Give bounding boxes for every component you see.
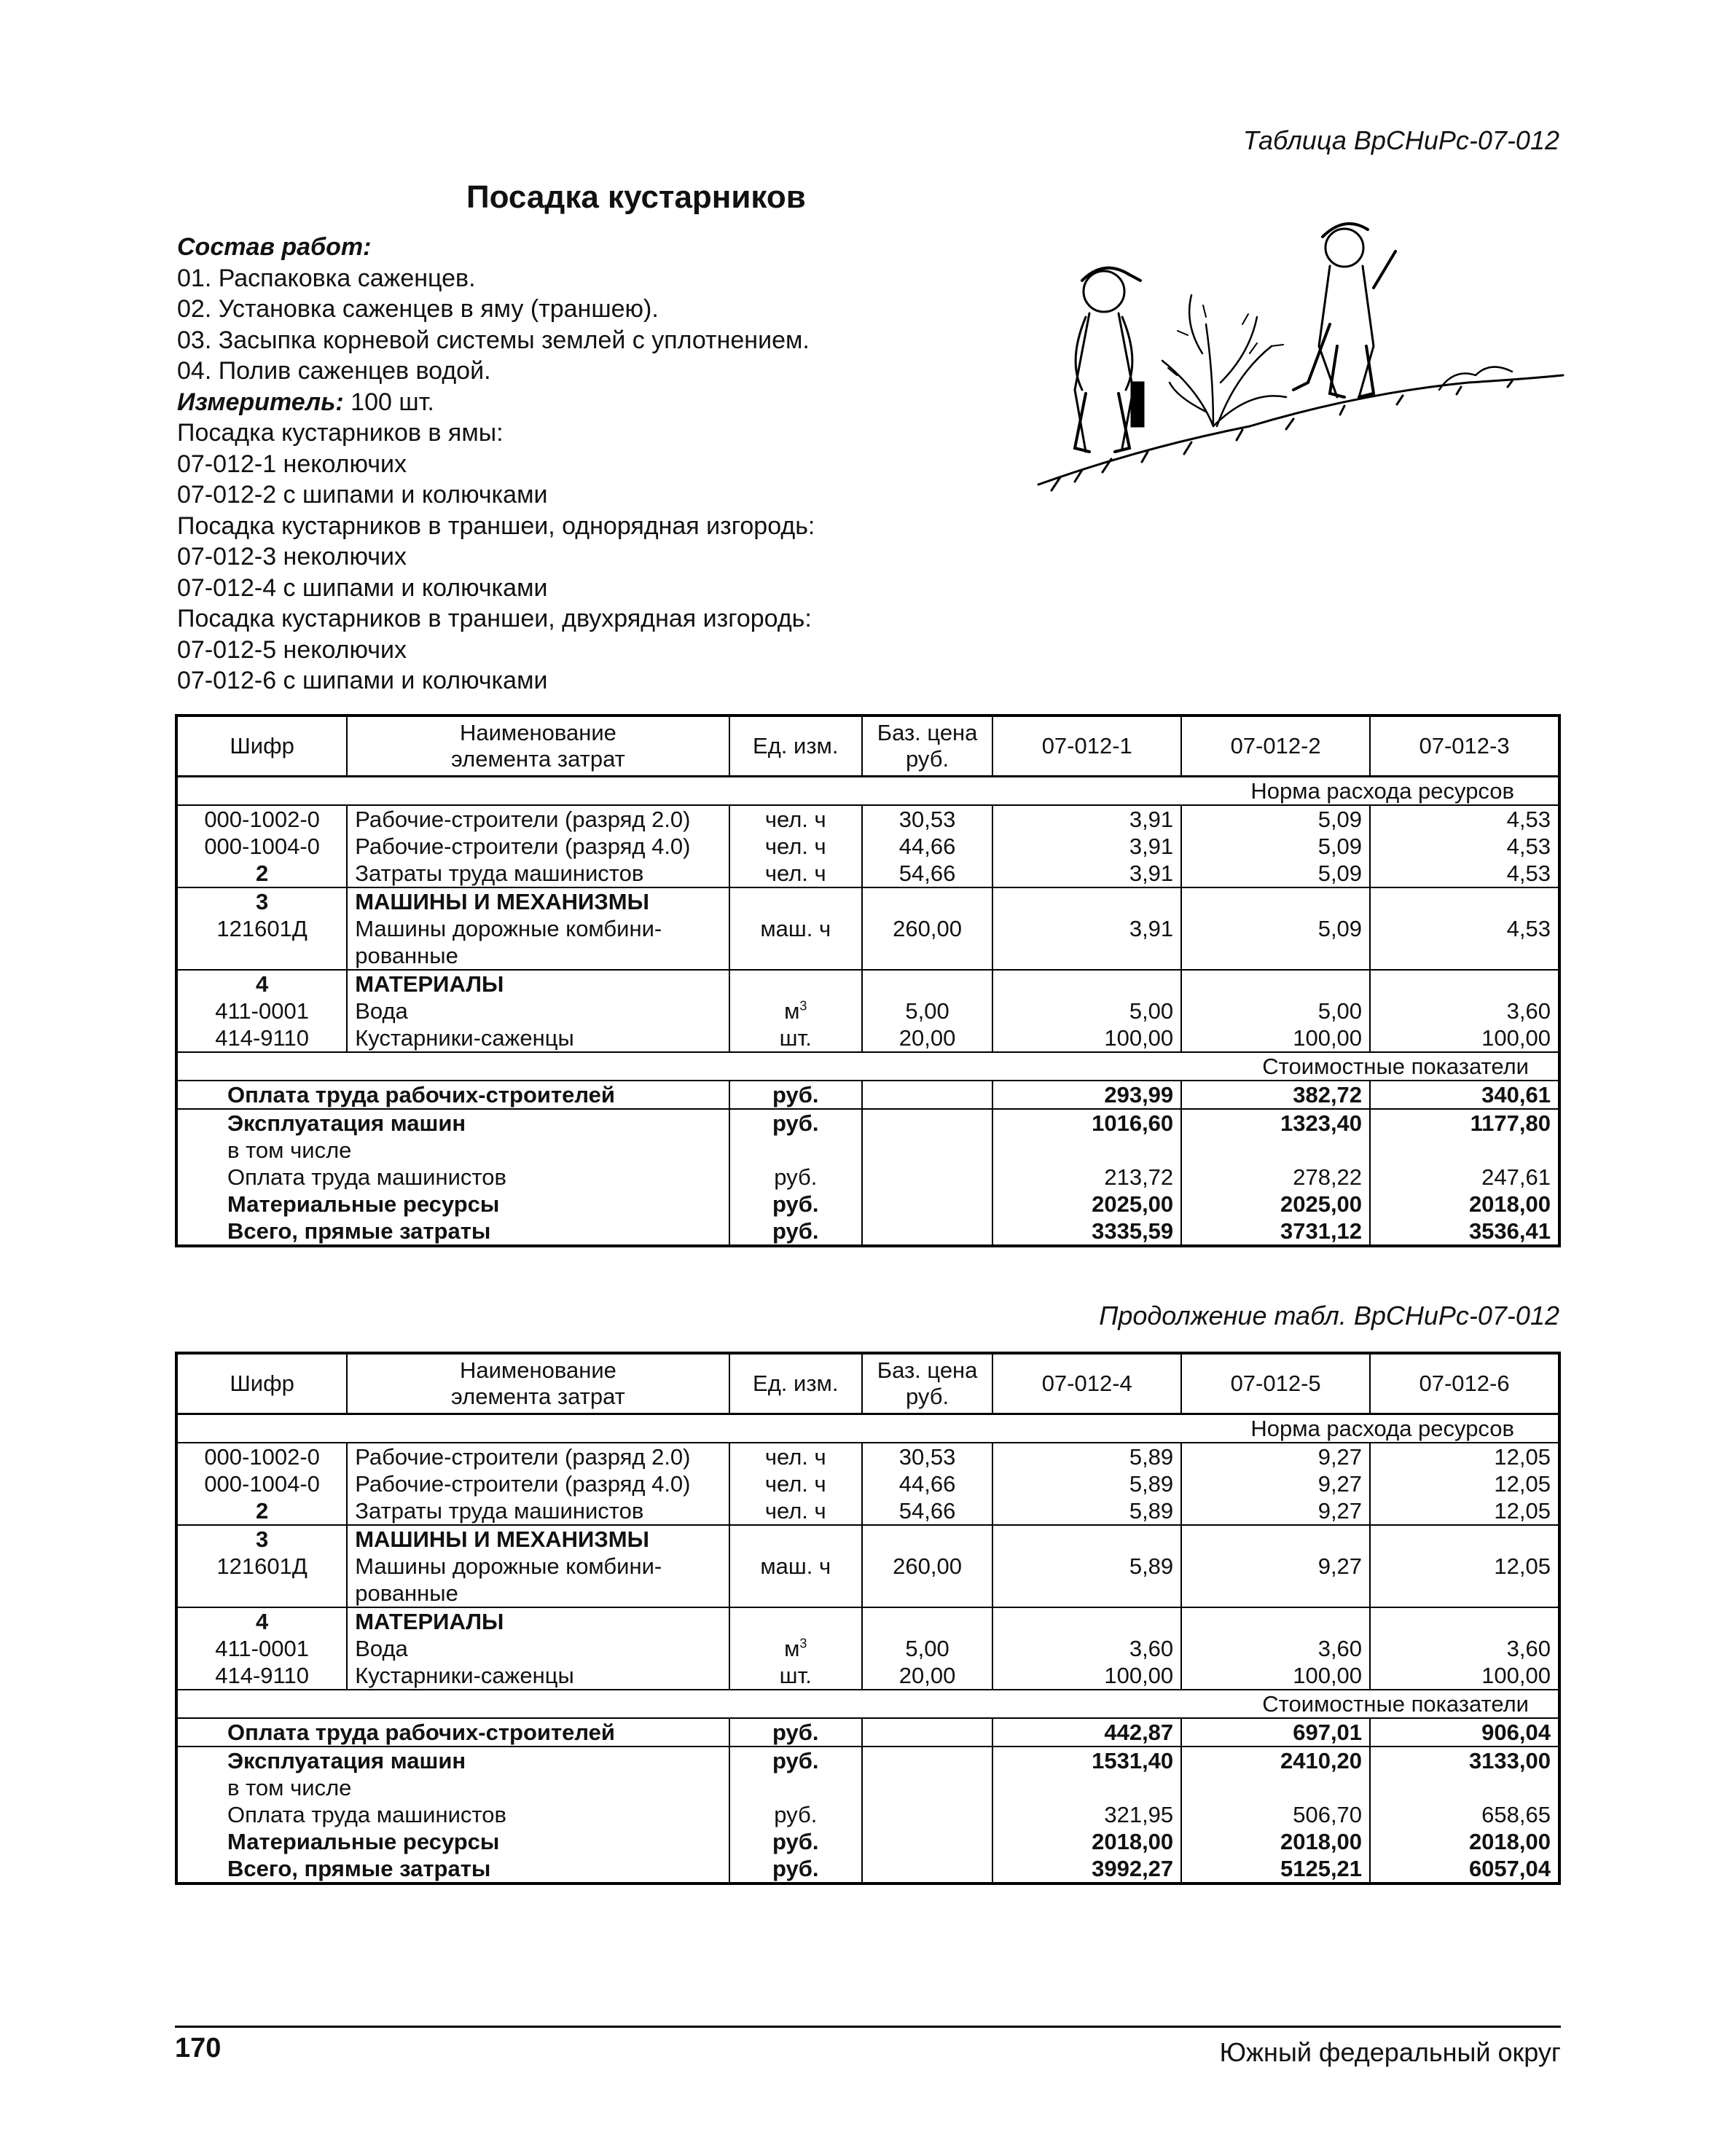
footer-divider bbox=[175, 2026, 1561, 2028]
empty-cell bbox=[992, 1774, 1181, 1801]
continuation-reference: Продолжение табл. ВрСНиРс-07-012 bbox=[1099, 1301, 1559, 1330]
work-description bbox=[177, 232, 1052, 697]
row-value: 5,89 bbox=[992, 1497, 1181, 1525]
intro-line: Посадка кустарников в ямы: bbox=[177, 419, 504, 447]
empty-cell bbox=[862, 1747, 992, 1774]
header-price-line: Баз. цена bbox=[877, 720, 978, 745]
row-price: 20,00 bbox=[862, 1662, 992, 1690]
cost-unit: руб. bbox=[729, 1109, 862, 1137]
header-price bbox=[862, 1353, 992, 1414]
row-price: 44,66 bbox=[862, 833, 992, 860]
intro-line: 07-012-6 с шипами и колючками bbox=[177, 667, 548, 694]
empty-cell bbox=[992, 1137, 1181, 1164]
empty-cell bbox=[1181, 1774, 1370, 1801]
header-unit: Ед. изм. bbox=[729, 1353, 862, 1414]
row-unit: шт. bbox=[729, 1662, 862, 1690]
header-price-line: Баз. цена bbox=[877, 1357, 978, 1383]
row-value: 3,91 bbox=[992, 860, 1181, 887]
row-value: 3,60 bbox=[1506, 1636, 1551, 1661]
header-price-line: руб. bbox=[906, 1384, 949, 1409]
cost-name: Материальные ресурсы bbox=[176, 1828, 729, 1855]
empty-cell bbox=[862, 1828, 992, 1855]
row-value: 5,89 bbox=[992, 1470, 1181, 1497]
cost-value: 2410,20 bbox=[1181, 1747, 1370, 1774]
row-name: Машины дорожные комбини- bbox=[355, 916, 662, 941]
section-cost: Стоимостные показатели bbox=[176, 1690, 1559, 1718]
header-name-line: элемента затрат bbox=[451, 1384, 625, 1409]
cost-value: 2025,00 bbox=[1181, 1191, 1370, 1218]
header-name-line: элемента затрат bbox=[451, 746, 625, 772]
row-value: 100,00 bbox=[992, 1662, 1181, 1690]
cost-unit: руб. bbox=[729, 1855, 862, 1883]
row-unit: чел. ч bbox=[729, 1470, 862, 1497]
empty-cell bbox=[1370, 1774, 1559, 1801]
cost-value: 213,72 bbox=[992, 1164, 1181, 1191]
row-value: 100,00 bbox=[1181, 1024, 1370, 1052]
row-code-group bbox=[176, 887, 347, 970]
group-code: 4 bbox=[176, 970, 347, 997]
meter-value: 100 шт. bbox=[343, 388, 434, 416]
row-value: 9,27 bbox=[1181, 1525, 1370, 1607]
empty-cell bbox=[862, 1718, 992, 1747]
row-value: 3,91 bbox=[992, 887, 1181, 970]
row-value: 4,53 bbox=[1370, 887, 1559, 970]
row-value: 5,89 bbox=[992, 1443, 1181, 1470]
row-value: 12,05 bbox=[1494, 1471, 1551, 1497]
empty-cell bbox=[1181, 1137, 1370, 1164]
row-name: Затраты труда машинистов bbox=[347, 1497, 729, 1525]
row-value: 5,09 bbox=[1181, 805, 1370, 833]
region-name: Южный федеральный округ bbox=[1219, 2037, 1561, 2067]
work-item: 04. Полив саженцев водой. bbox=[177, 357, 491, 385]
row-name: Вода bbox=[347, 1635, 729, 1662]
cost-value: 3992,27 bbox=[992, 1855, 1181, 1883]
row-unit: чел. ч bbox=[729, 1443, 862, 1470]
row-value: 3,60 bbox=[1181, 1635, 1370, 1662]
header-unit: Ед. изм. bbox=[729, 716, 862, 777]
cost-unit: руб. bbox=[729, 1191, 862, 1218]
row-price: 5,00 bbox=[862, 1635, 992, 1662]
row-unit: маш. ч bbox=[729, 1525, 862, 1607]
row-code: 121601Д bbox=[216, 1553, 308, 1579]
cost-unit: руб. bbox=[729, 1218, 862, 1246]
empty-cell bbox=[862, 1191, 992, 1218]
work-item: 02. Установка саженцев в яму (траншею). bbox=[177, 295, 659, 323]
cost-value: 697,01 bbox=[1181, 1718, 1370, 1747]
header-price-line: руб. bbox=[906, 746, 949, 772]
cost-note: в том числе bbox=[176, 1137, 729, 1164]
row-price: 260,00 bbox=[862, 1525, 992, 1607]
header-column: 07-012-4 bbox=[992, 1353, 1181, 1414]
meter-line bbox=[177, 387, 1052, 418]
row-price: 260,00 bbox=[862, 887, 992, 970]
header-price bbox=[862, 716, 992, 777]
row-price: 54,66 bbox=[862, 1497, 992, 1525]
row-name: рованные bbox=[355, 943, 458, 968]
group-title: МАТЕРИАЛЫ bbox=[347, 1607, 729, 1635]
row-code: 414-9110 bbox=[176, 1024, 347, 1052]
row-name: Рабочие-строители (разряд 2.0) bbox=[347, 805, 729, 833]
cost-value: 1531,40 bbox=[992, 1747, 1181, 1774]
row-name: Рабочие-строители (разряд 4.0) bbox=[347, 833, 729, 860]
work-item: 01. Распаковка саженцев. bbox=[177, 264, 476, 292]
cost-name: Эксплуатация машин bbox=[176, 1747, 729, 1774]
header-name-line: Наименование bbox=[459, 1357, 616, 1383]
row-name-group bbox=[347, 1525, 729, 1607]
cost-value: 442,87 bbox=[992, 1718, 1181, 1747]
group-code: 3 bbox=[255, 889, 269, 914]
cost-value: 906,04 bbox=[1370, 1718, 1559, 1747]
section-norm: Норма расхода ресурсов bbox=[176, 777, 1559, 806]
cost-value: 3731,12 bbox=[1181, 1218, 1370, 1246]
row-code: 121601Д bbox=[216, 916, 308, 941]
row-name: рованные bbox=[355, 1580, 458, 1606]
header-name-line: Наименование bbox=[459, 720, 616, 745]
header-column: 07-012-5 bbox=[1181, 1353, 1370, 1414]
cost-unit: руб. bbox=[729, 1718, 862, 1747]
row-unit: чел. ч bbox=[729, 1497, 862, 1525]
row-value: 3,91 bbox=[992, 833, 1181, 860]
empty-cell bbox=[1370, 1607, 1559, 1635]
row-value: 3,60 bbox=[1506, 998, 1551, 1024]
resource-table-2 bbox=[175, 1352, 1561, 1885]
cost-note: в том числе bbox=[176, 1774, 729, 1801]
cost-value: 3536,41 bbox=[1468, 1218, 1551, 1244]
row-value: 100,00 bbox=[1370, 1024, 1559, 1052]
cost-value: 2018,00 bbox=[1468, 1829, 1551, 1854]
row-unit: маш. ч bbox=[729, 887, 862, 970]
empty-cell bbox=[862, 1801, 992, 1828]
row-code: 411-0001 bbox=[176, 997, 347, 1024]
empty-cell bbox=[1370, 1137, 1559, 1164]
cost-name: Оплата труда рабочих-строителей bbox=[176, 1081, 729, 1109]
row-name: Кустарники-саженцы bbox=[347, 1662, 729, 1690]
cost-value: 1016,60 bbox=[992, 1109, 1181, 1137]
row-value: 5,00 bbox=[1181, 997, 1370, 1024]
row-name-group bbox=[347, 887, 729, 970]
section-norm: Норма расхода ресурсов bbox=[176, 1414, 1559, 1443]
row-code: 2 bbox=[176, 860, 347, 887]
empty-cell bbox=[862, 1109, 992, 1137]
cost-value: 293,99 bbox=[992, 1081, 1181, 1109]
group-code: 3 bbox=[255, 1526, 269, 1552]
row-name: Вода bbox=[347, 997, 729, 1024]
row-value: 9,27 bbox=[1181, 1497, 1370, 1525]
gardeners-illustration bbox=[1031, 208, 1567, 499]
cost-value: 247,61 bbox=[1481, 1164, 1551, 1190]
header-column: 07-012-3 bbox=[1370, 716, 1559, 777]
unit-exponent: 3 bbox=[799, 1636, 807, 1651]
row-price: 30,53 bbox=[862, 805, 992, 833]
cost-value: 658,65 bbox=[1481, 1802, 1551, 1827]
cost-unit: руб. bbox=[729, 1801, 862, 1828]
cost-unit: руб. bbox=[729, 1164, 862, 1191]
unit-exponent: 3 bbox=[799, 998, 807, 1014]
header-name bbox=[347, 716, 729, 777]
intro-line: Посадка кустарников в траншеи, однорядная изгородь: bbox=[177, 511, 815, 540]
empty-cell bbox=[862, 1855, 992, 1883]
row-code: 411-0001 bbox=[176, 1635, 347, 1662]
cost-value: 3133,00 bbox=[1468, 1748, 1551, 1773]
group-title: МАШИНЫ И МЕХАНИЗМЫ bbox=[355, 889, 649, 914]
cost-value: 2018,00 bbox=[992, 1828, 1181, 1855]
cost-value: 3335,59 bbox=[992, 1218, 1181, 1246]
row-value: 12,05 bbox=[1494, 1444, 1551, 1470]
row-name: Рабочие-строители (разряд 2.0) bbox=[347, 1443, 729, 1470]
row-value: 5,09 bbox=[1181, 887, 1370, 970]
work-composition-label: Состав работ: bbox=[177, 233, 372, 261]
row-value: 100,00 bbox=[1370, 1662, 1559, 1690]
cost-name: Оплата труда машинистов bbox=[176, 1164, 729, 1191]
row-code: 000-1004-0 bbox=[176, 1470, 347, 1497]
empty-cell bbox=[992, 1607, 1181, 1635]
header-code: Шифр bbox=[176, 716, 347, 777]
row-value: 4,53 bbox=[1506, 834, 1551, 859]
intro-line: 07-012-5 неколючих bbox=[177, 635, 407, 664]
intro-line: 07-012-3 неколючих bbox=[177, 543, 407, 571]
row-code: 000-1002-0 bbox=[176, 805, 347, 833]
row-name: Затраты труда машинистов bbox=[347, 860, 729, 887]
group-title: МАТЕРИАЛЫ bbox=[347, 970, 729, 997]
row-name: Рабочие-строители (разряд 4.0) bbox=[347, 1470, 729, 1497]
cost-name: Эксплуатация машин bbox=[176, 1109, 729, 1137]
cost-value: 278,22 bbox=[1181, 1164, 1370, 1191]
row-value: 3,91 bbox=[992, 805, 1181, 833]
unit-text: м bbox=[784, 998, 800, 1024]
cost-value: 1323,40 bbox=[1181, 1109, 1370, 1137]
row-value: 9,27 bbox=[1181, 1470, 1370, 1497]
empty-cell bbox=[862, 1137, 992, 1164]
group-title: МАШИНЫ И МЕХАНИЗМЫ bbox=[355, 1526, 649, 1552]
empty-cell bbox=[1181, 970, 1370, 997]
row-value: 5,89 bbox=[992, 1525, 1181, 1607]
row-value: 4,53 bbox=[1506, 807, 1551, 832]
row-value: 9,27 bbox=[1181, 1443, 1370, 1470]
group-code: 4 bbox=[176, 1607, 347, 1635]
empty-cell bbox=[729, 1607, 862, 1635]
row-code: 000-1004-0 bbox=[176, 833, 347, 860]
row-price: 44,66 bbox=[862, 1470, 992, 1497]
row-unit bbox=[729, 997, 862, 1024]
cost-unit: руб. bbox=[729, 1081, 862, 1109]
cost-value: 6057,04 bbox=[1468, 1856, 1551, 1881]
row-unit: чел. ч bbox=[729, 805, 862, 833]
row-name: Машины дорожные комбини- bbox=[355, 1553, 662, 1579]
cost-value: 2018,00 bbox=[1181, 1828, 1370, 1855]
row-price: 20,00 bbox=[862, 1024, 992, 1052]
empty-cell bbox=[862, 1081, 992, 1109]
unit-text: м bbox=[784, 1636, 800, 1661]
row-price: 5,00 bbox=[862, 997, 992, 1024]
intro-line: 07-012-2 с шипами и колючками bbox=[177, 481, 548, 509]
row-value: 4,53 bbox=[1370, 860, 1559, 887]
empty-cell bbox=[862, 970, 992, 997]
cost-name: Материальные ресурсы bbox=[176, 1191, 729, 1218]
row-unit: шт. bbox=[729, 1024, 862, 1052]
intro-line: 07-012-1 неколючих bbox=[177, 450, 407, 478]
header-column: 07-012-2 bbox=[1181, 716, 1370, 777]
row-code: 2 bbox=[176, 1497, 347, 1525]
cost-unit: руб. bbox=[729, 1747, 862, 1774]
empty-cell bbox=[862, 1774, 992, 1801]
row-price: 54,66 bbox=[862, 860, 992, 887]
row-code-group bbox=[176, 1525, 347, 1607]
row-unit: чел. ч bbox=[729, 860, 862, 887]
row-value: 100,00 bbox=[992, 1024, 1181, 1052]
cost-name: Всего, прямые затраты bbox=[176, 1855, 729, 1883]
header-column: 07-012-6 bbox=[1370, 1353, 1559, 1414]
row-unit bbox=[729, 1635, 862, 1662]
empty-cell bbox=[729, 1137, 862, 1164]
row-code: 414-9110 bbox=[176, 1662, 347, 1690]
table-reference: Таблица ВрСНиРс-07-012 bbox=[1242, 125, 1559, 155]
page-number: 170 bbox=[175, 2033, 222, 2063]
row-value: 100,00 bbox=[1181, 1662, 1370, 1690]
row-name: Кустарники-саженцы bbox=[347, 1024, 729, 1052]
row-value: 5,09 bbox=[1181, 833, 1370, 860]
cost-value: 2025,00 bbox=[992, 1191, 1181, 1218]
empty-cell bbox=[729, 1774, 862, 1801]
cost-value: 506,70 bbox=[1181, 1801, 1370, 1828]
empty-cell bbox=[1181, 1607, 1370, 1635]
row-price: 30,53 bbox=[862, 1443, 992, 1470]
intro-line: 07-012-4 с шипами и колючками bbox=[177, 573, 548, 602]
cost-name: Всего, прямые затраты bbox=[176, 1218, 729, 1246]
header-name bbox=[347, 1353, 729, 1414]
cost-value: 321,95 bbox=[992, 1801, 1181, 1828]
work-item: 03. Засыпка корневой системы землей с уплотнением. bbox=[177, 326, 810, 354]
header-column: 07-012-1 bbox=[992, 716, 1181, 777]
cost-name: Оплата труда рабочих-строителей bbox=[176, 1718, 729, 1747]
empty-cell bbox=[729, 970, 862, 997]
empty-cell bbox=[862, 1607, 992, 1635]
row-code: 000-1002-0 bbox=[176, 1443, 347, 1470]
page-title: Посадка кустарников bbox=[466, 179, 806, 215]
row-value: 5,09 bbox=[1181, 860, 1370, 887]
row-unit: чел. ч bbox=[729, 833, 862, 860]
header-code: Шифр bbox=[176, 1353, 347, 1414]
empty-cell bbox=[862, 1218, 992, 1246]
row-value: 12,05 bbox=[1370, 1497, 1559, 1525]
cost-value: 382,72 bbox=[1181, 1081, 1370, 1109]
empty-cell bbox=[862, 1164, 992, 1191]
row-value: 12,05 bbox=[1370, 1525, 1559, 1607]
cost-value: 340,61 bbox=[1370, 1081, 1559, 1109]
intro-line: Посадка кустарников в траншеи, двухрядная изгородь: bbox=[177, 605, 812, 632]
resource-table-1 bbox=[175, 714, 1561, 1247]
empty-cell bbox=[1370, 970, 1559, 997]
cost-value: 2018,00 bbox=[1468, 1191, 1551, 1217]
cost-value: 5125,21 bbox=[1181, 1855, 1370, 1883]
meter-label: Измеритель: bbox=[177, 388, 344, 416]
cost-name: Оплата труда машинистов bbox=[176, 1801, 729, 1828]
row-value: 3,60 bbox=[992, 1635, 1181, 1662]
row-value: 5,00 bbox=[992, 997, 1181, 1024]
cost-value: 1177,80 bbox=[1470, 1110, 1551, 1136]
cost-unit: руб. bbox=[729, 1828, 862, 1855]
empty-cell bbox=[992, 970, 1181, 997]
section-cost: Стоимостные показатели bbox=[176, 1052, 1559, 1081]
